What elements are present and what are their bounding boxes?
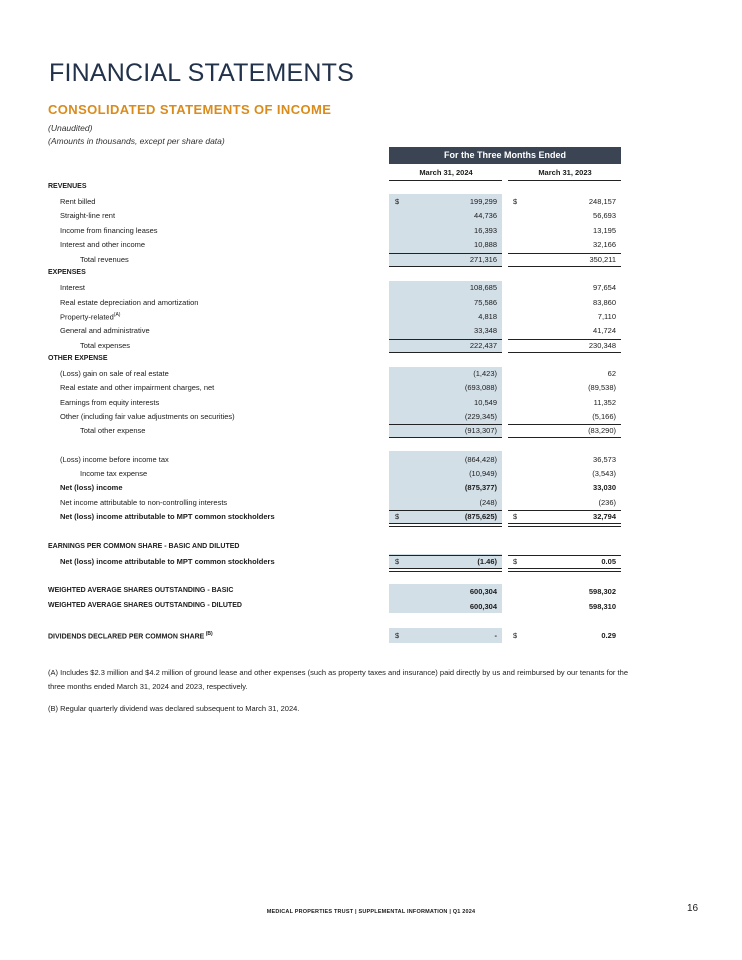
- subtitle-unaudited: (Unaudited): [48, 123, 93, 133]
- table-row: [0, 453, 742, 466]
- row-label: Property-related$^{(A)}$: [60, 312, 121, 322]
- value-2023: 62: [607, 369, 616, 378]
- section-title: CONSOLIDATED STATEMENTS OF INCOME: [48, 102, 332, 117]
- row-label: DIVIDENDS DECLARED PER COMMON SHARE $^{(B)}$: [48, 631, 213, 641]
- value-2023: 56,693: [593, 211, 616, 220]
- rule-line: [508, 523, 621, 527]
- row-label: REVENUES: [48, 183, 87, 190]
- value-2023: (5,166): [592, 412, 616, 421]
- value-2023: 36,573: [593, 455, 616, 464]
- table-row: [0, 585, 742, 598]
- rule-line: [508, 568, 621, 572]
- rule-line: [389, 424, 502, 425]
- table-row: [0, 195, 742, 208]
- value-2024: 4,818: [478, 312, 497, 321]
- row-label: Other (including fair value adjustments on securities): [60, 412, 235, 421]
- value-2024: 75,586: [474, 298, 497, 307]
- row-label: Total revenues: [80, 255, 129, 264]
- rule-line: [389, 339, 502, 340]
- value-2023: 83,860: [593, 298, 616, 307]
- table-row: [0, 467, 742, 480]
- value-2024: (875,377): [464, 483, 497, 492]
- currency-symbol: $: [513, 631, 518, 640]
- value-2024: (1,423): [473, 369, 497, 378]
- table-row: [0, 496, 742, 509]
- value-2023: 97,654: [593, 283, 616, 292]
- rule-line: [508, 437, 621, 438]
- row-label: (Loss) gain on sale of real estate: [60, 369, 169, 378]
- value-2023: 41,724: [593, 326, 616, 335]
- table-row: [0, 629, 742, 642]
- value-2024: (248): [479, 498, 497, 507]
- table-row: [0, 353, 742, 366]
- table-row: [0, 181, 742, 194]
- rule-line: [389, 555, 502, 556]
- value-2023: (236): [598, 498, 616, 507]
- row-label: Total other expense: [80, 426, 146, 435]
- currency-symbol: $: [513, 197, 518, 206]
- table-row: [0, 510, 742, 523]
- row-label: WEIGHTED AVERAGE SHARES OUTSTANDING - BASIC: [48, 587, 234, 594]
- value-2024: 44,736: [474, 211, 497, 220]
- page-number: 16: [687, 903, 699, 914]
- row-label: Income tax expense: [80, 469, 148, 478]
- value-2023: 230,348: [588, 341, 616, 350]
- rule-line: [508, 339, 621, 340]
- footnote-marker: (A): [113, 312, 121, 318]
- row-label: Straight-line rent: [60, 211, 116, 220]
- value-2024: (864,428): [464, 455, 497, 464]
- value-2023: (89,538): [588, 383, 616, 392]
- value-2023: 33,030: [593, 483, 616, 492]
- period-header: For the Three Months Ended: [389, 147, 621, 164]
- footnote-a: (A) Includes $2.3 million and $4.2 million of ground lease and other expenses (such as property taxes and insurance) paid directly by us and reimbursed by our tenants for the three months ended March 31, 2024 and 2023, respectively.: [48, 668, 628, 691]
- rule-line: [508, 555, 621, 556]
- value-2023: 0.05: [601, 557, 616, 566]
- table-row: [0, 600, 742, 613]
- table-row: [0, 267, 742, 280]
- value-2024: (693,088): [464, 383, 497, 392]
- value-2024: (10,949): [469, 469, 497, 478]
- value-2024: (229,345): [464, 412, 497, 421]
- row-label: Net (loss) income: [60, 483, 123, 492]
- row-label: OTHER EXPENSE: [48, 355, 108, 362]
- value-2023: 11,352: [593, 398, 616, 407]
- table-row: [0, 381, 742, 394]
- footnote-b: (B) Regular quarterly dividend was declared subsequent to March 31, 2024.: [48, 704, 300, 713]
- currency-symbol: $: [395, 631, 400, 640]
- row-label: Total expenses: [80, 341, 131, 350]
- value-2023: 0.29: [601, 631, 616, 640]
- currency-symbol: $: [513, 557, 518, 566]
- row-label: Real estate and other impairment charges, net: [60, 383, 215, 392]
- page-footer: MEDICAL PROPERTIES TRUST | SUPPLEMENTAL INFORMATION | Q1 2024: [266, 909, 476, 915]
- value-2024: 10,549: [474, 398, 497, 407]
- table-row: [0, 339, 742, 352]
- currency-symbol: $: [513, 512, 518, 521]
- rule-line: [508, 424, 621, 425]
- rule-line: [389, 523, 502, 527]
- column-header-2023: March 31, 2023: [538, 168, 592, 177]
- currency-symbol: $: [395, 557, 400, 566]
- value-2023: 598,310: [588, 602, 616, 611]
- row-label: Net (loss) income attributable to MPT common stockholders: [60, 557, 275, 566]
- row-label: Rent billed: [60, 197, 96, 206]
- column-header-2024: March 31, 2024: [419, 168, 473, 177]
- table-row: [0, 281, 742, 294]
- rule-line: [389, 568, 502, 572]
- value-2024: 10,888: [474, 240, 497, 249]
- row-label: EARNINGS PER COMMON SHARE - BASIC AND DILUTED: [48, 543, 240, 550]
- value-2024: -: [494, 631, 497, 640]
- table-row: [0, 396, 742, 409]
- table-row: [0, 481, 742, 494]
- rule-line: [508, 253, 621, 254]
- value-2024: 108,685: [469, 283, 497, 292]
- currency-symbol: $: [395, 512, 400, 521]
- table-row: [0, 367, 742, 380]
- value-2024: 33,348: [474, 326, 497, 335]
- row-label: Real estate depreciation and amortization: [60, 298, 199, 307]
- row-label: EXPENSES: [48, 269, 86, 276]
- footnote-marker: (B): [204, 631, 213, 637]
- table-row: [0, 424, 742, 437]
- value-2024: (875,625): [464, 512, 497, 521]
- value-2024: 222,437: [469, 341, 497, 350]
- table-row: [0, 238, 742, 251]
- value-2023: (3,543): [592, 469, 616, 478]
- row-label: Interest and other income: [60, 240, 146, 249]
- value-2023: 32,794: [593, 512, 616, 521]
- table-row: [0, 541, 742, 554]
- value-2023: (83,290): [588, 426, 616, 435]
- value-2024: 600,304: [469, 602, 497, 611]
- subtitle-amounts: (Amounts in thousands, except per share data): [48, 136, 225, 146]
- value-2024: 271,316: [469, 255, 497, 264]
- table-row: [0, 253, 742, 266]
- value-2023: 248,157: [588, 197, 616, 206]
- row-label: General and administrative: [60, 326, 150, 335]
- value-2024: 600,304: [469, 587, 497, 596]
- value-2023: 32,166: [593, 240, 616, 249]
- table-row: [0, 224, 742, 237]
- currency-symbol: $: [395, 197, 400, 206]
- row-label: Net (loss) income attributable to MPT common stockholders: [60, 512, 275, 521]
- value-2023: 598,302: [588, 587, 616, 596]
- table-row: [0, 324, 742, 337]
- rule-line: [508, 510, 621, 511]
- value-2023: 7,110: [597, 312, 616, 321]
- value-2023: 350,211: [589, 255, 616, 264]
- rule-line: [389, 253, 502, 254]
- value-2024: 199,299: [469, 197, 497, 206]
- rule-line: [389, 437, 502, 438]
- value-2024: (1.46): [477, 557, 497, 566]
- row-label: WEIGHTED AVERAGE SHARES OUTSTANDING - DILUTED: [48, 602, 242, 609]
- row-label: Earnings from equity interests: [60, 398, 160, 407]
- table-row: [0, 555, 742, 568]
- row-label: Interest: [60, 283, 86, 292]
- row-label: (Loss) income before income tax: [60, 455, 169, 464]
- value-2024: (913,307): [464, 426, 497, 435]
- rule-line: [389, 510, 502, 511]
- table-row: [0, 296, 742, 309]
- table-row: [0, 310, 742, 323]
- row-label: Income from financing leases: [60, 226, 158, 235]
- table-row: [0, 209, 742, 222]
- row-label: Net income attributable to non-controlling interests: [60, 498, 228, 507]
- page-title: FINANCIAL STATEMENTS: [49, 59, 354, 87]
- table-row: [0, 410, 742, 423]
- value-2024: 16,393: [474, 226, 497, 235]
- value-2023: 13,195: [593, 226, 616, 235]
